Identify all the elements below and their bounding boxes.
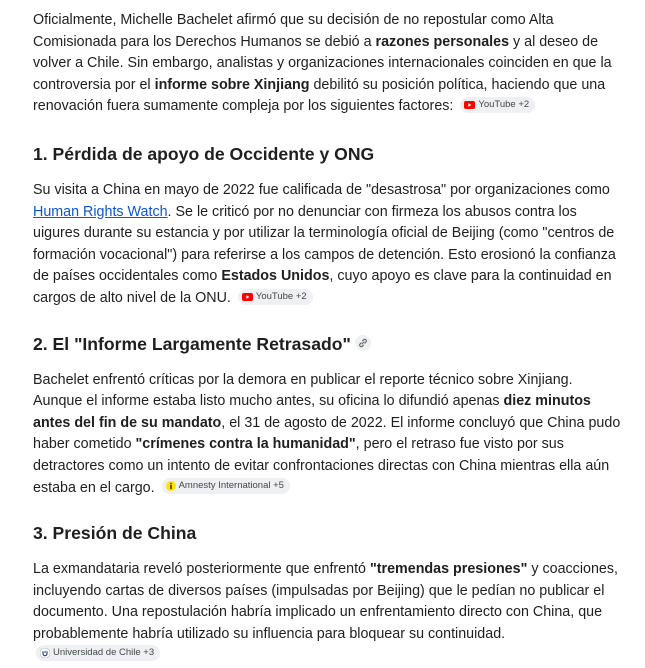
section-bold: "crímenes contra la humanidad" bbox=[135, 436, 356, 453]
link-icon[interactable] bbox=[355, 335, 371, 351]
intro-text: Oficialmente, Michelle Bachelet afirmó que su decisión de no repostular como Alta Comisionada para los Derechos Humanos se debió a bbox=[33, 12, 554, 50]
section-1 bbox=[33, 142, 621, 310]
section-text: , pero el retraso fue visto por sus detractores como un intento de evitar confrontaciones directas con China mientras ella aún estaba en el cargo. bbox=[33, 436, 610, 496]
amnesty-candle-icon bbox=[166, 481, 176, 491]
section-1-heading: 1. Pérdida de apoyo de Occidente y ONG bbox=[33, 143, 375, 164]
section-text: . Se le criticó por no denunciar con firmeza los abusos contra los uigures durante su estancia y por utilizar la terminología oficial de Beijing (como "centros de formación vocacional") para referirse a los campos de detención. Esto erosionó la confianza de países occidentales como bbox=[33, 203, 616, 285]
section-3 bbox=[33, 521, 621, 667]
section-2-paragraph bbox=[33, 370, 621, 500]
section-bold: Estados Unidos bbox=[221, 268, 330, 285]
source-chip-label: YouTube +2 bbox=[478, 99, 530, 111]
section-2-heading bbox=[33, 332, 621, 356]
section-text: Bachelet enfrentó críticas por la demora en publicar el reporte técnico sobre Xinjiang. Aunque el informe estaba listo mucho antes, su oficina lo difundió apenas bbox=[33, 371, 573, 410]
source-chip-amnesty[interactable] bbox=[162, 478, 290, 494]
youtube-icon bbox=[464, 101, 475, 109]
intro-text: debilitó su posición política, haciendo que una renovación fuera sumamente compleja por los siguientes factores: bbox=[33, 76, 606, 115]
section-text: Su visita a China en mayo de 2022 fue calificada de "desastrosa" por organizaciones como bbox=[33, 181, 610, 198]
intro-text: y al deseo de volver a Chile. Sin embargo, analistas y organizaciones internacionales coinciden en que la controversia por el bbox=[33, 33, 612, 93]
source-chip-youtube[interactable] bbox=[460, 97, 535, 113]
section-text: , cuyo apoyo es clave para la continuidad en cargos de alto nivel de la ONU. bbox=[33, 268, 612, 306]
section-bold: diez minutos antes del fin de su mandato bbox=[33, 393, 591, 431]
section-1-paragraph bbox=[33, 180, 621, 310]
section-3-paragraph bbox=[33, 559, 621, 667]
source-chip-label: YouTube +2 bbox=[255, 290, 307, 302]
intro-bold-report: informe sobre Xinjiang bbox=[154, 76, 310, 93]
section-2 bbox=[33, 332, 621, 500]
intro-bold-reasons: razones personales bbox=[375, 33, 510, 50]
section-text: La exmandataria reveló posteriormente que enfrentó bbox=[33, 561, 370, 578]
source-chip-youtube[interactable] bbox=[238, 289, 313, 305]
human-rights-watch-link[interactable]: Human Rights Watch bbox=[33, 203, 168, 220]
source-chip-universidad-chile[interactable] bbox=[36, 645, 160, 661]
section-2-heading-text: 2. El "Informe Largamente Retrasado" bbox=[33, 333, 351, 354]
source-chip-label: Amnesty International +5 bbox=[178, 479, 284, 491]
section-text: , el 31 de agosto de 2022. El informe concluyó que China pudo haber cometido bbox=[33, 414, 621, 453]
section-bold: "tremendas presiones" bbox=[369, 561, 528, 578]
intro-paragraph bbox=[33, 10, 621, 118]
source-chip-label: Universidad de Chile +3 bbox=[53, 647, 155, 659]
section-text: y coacciones, incluyendo cartas de diversos países (impulsadas por Beijing) que le pedían no publicar el documento. Una repostulación habría implicado un enfrentamiento directo con China, que probablemente habría utilizado su influencia para bloquear su continuidad. bbox=[33, 561, 618, 642]
section-3-heading: 3. Presión de China bbox=[33, 523, 197, 544]
universidad-chile-icon bbox=[40, 648, 50, 658]
youtube-icon bbox=[242, 293, 253, 301]
